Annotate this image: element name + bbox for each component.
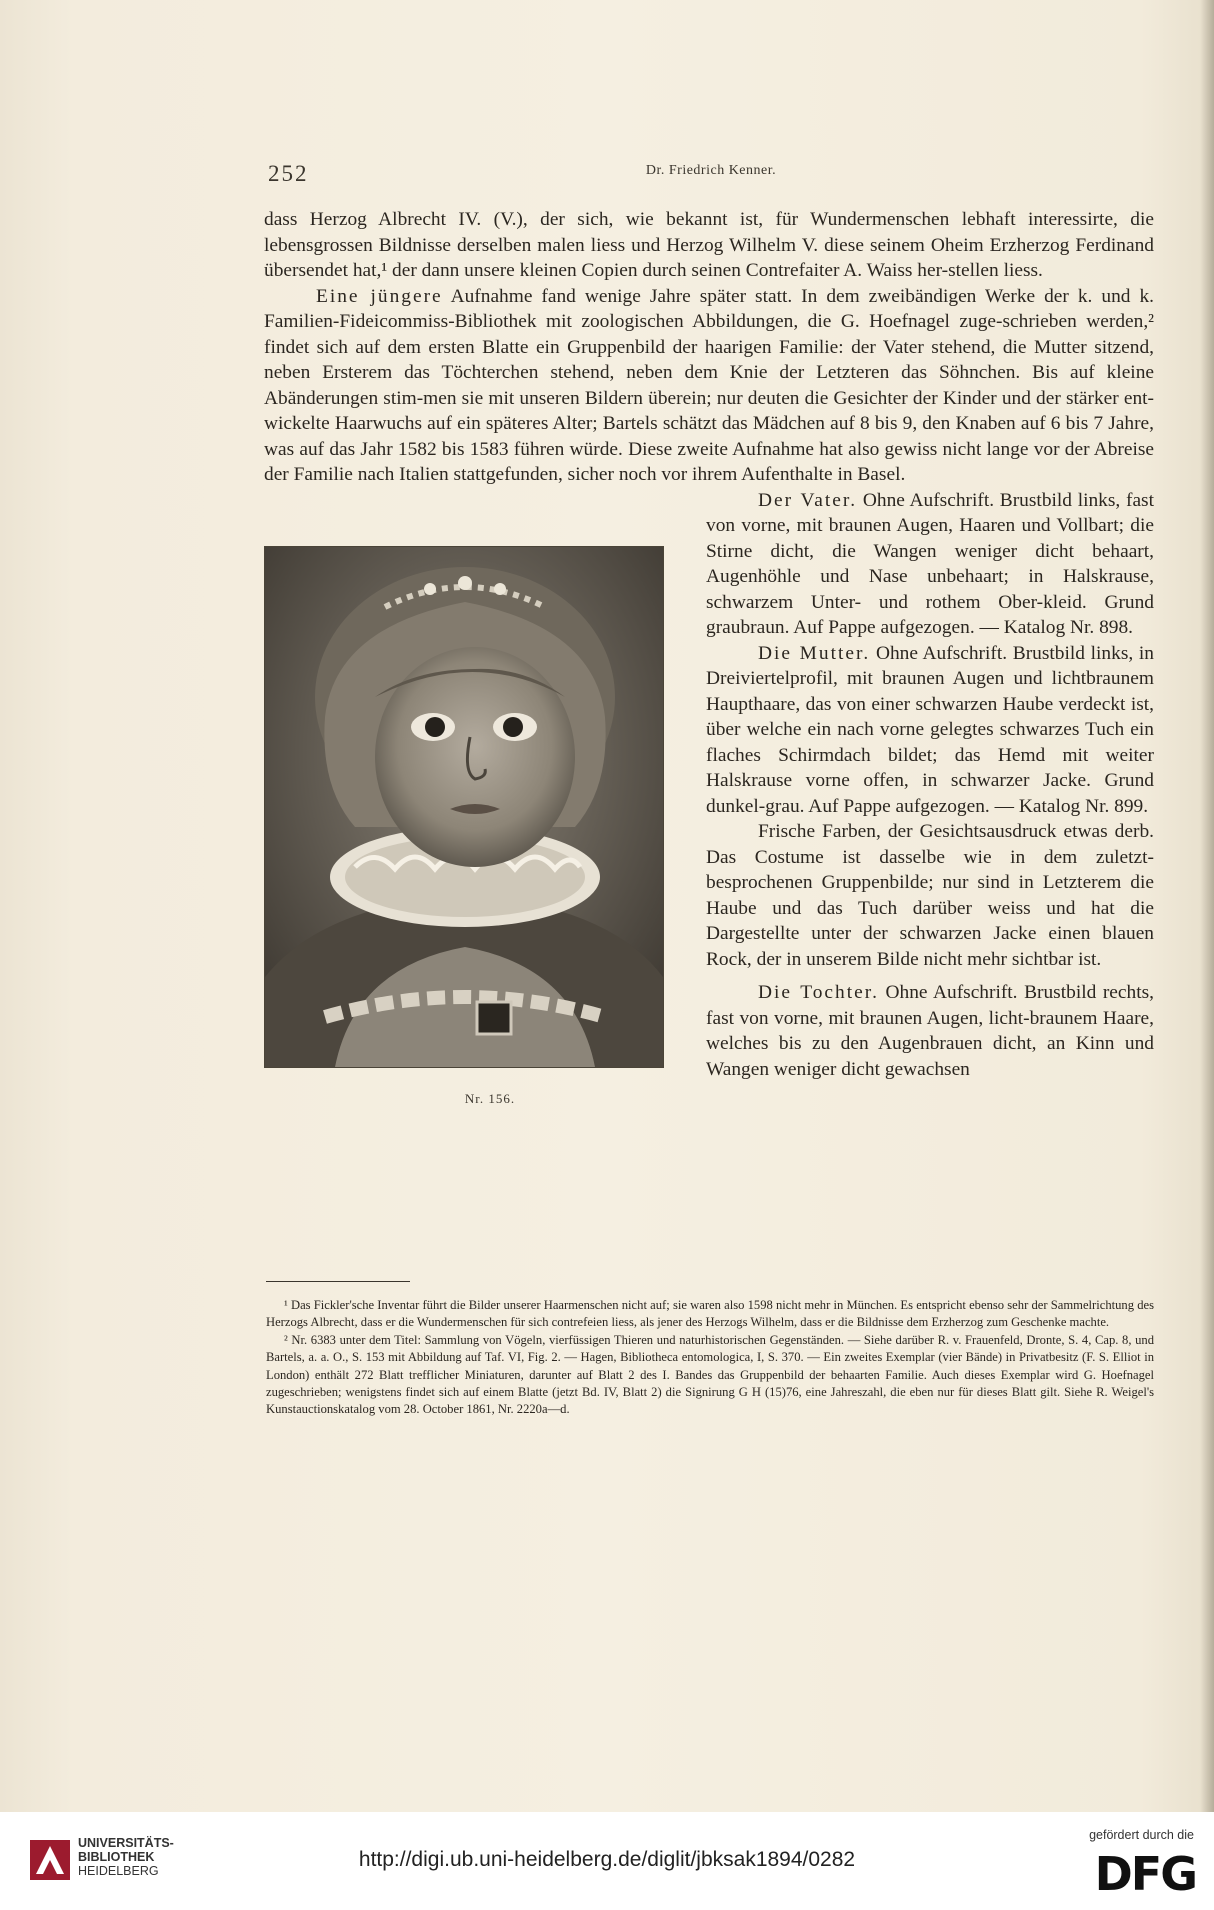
paragraph-1: dass Herzog Albrecht IV. (V.), der sich, wie bekannt ist, für Wundermenschen lebhaft interessirte, die lebensgrossen Bildnisse derselben malen liess und Herzog Wilhelm V. diese seinem Oheim Erzherzog Ferdinand übersendet hat,¹ der dann unsere kleinen Copien durch seinen Contrefaiter A. Waiss her-stellen liess. — [264, 209, 1154, 281]
library-name-line-1: UNIVERSITÄTS- — [78, 1836, 174, 1850]
body-text — [264, 207, 1154, 1124]
page-edge-shadow — [1200, 0, 1214, 1812]
portrait-illustration — [265, 547, 663, 1067]
paragraph-5: Frische Farben, der Gesichtsausdruck etwas derb. Das Costume ist dasselbe wie in dem zuletzt-besprochenen Gruppenbilde; nur sind in Letzterem die Haube und das Tuch darüber weiss und hat die Dargestellte unter der schwarzen Jacke einen blauen Rock, der in unserem Bilde nicht mehr sichtbar ist. — [706, 821, 1154, 970]
figure — [264, 546, 664, 1124]
page-number: 252 — [268, 161, 309, 186]
library-name-line-2: BIBLIOTHEK — [78, 1850, 155, 1864]
paragraph-2-text: Aufnahme fand wenige Jahre später statt. In dem zweibändigen Werke der k. und k. Familien-Fideicommiss-Bibliothek mit zoologischen Abbildungen, die G. Hoefnagel zuge-schrieben werden,² findet sich auf dem ersten Blatte ein Gruppenbild der haarigen Familie: der Vater stehend, die Mutter sitzend, neben Ersterem das Töchterchen stehend, neben dem Knie der Letzteren das Söhnchen. Bis auf kleine Abänderungen stim-men sie mit unseren Bildern überein; nur deuten die Gesichter der Kinder und der stärker ent-wickelte Haarwuchs auf ein späteres Alter; Bartels schätzt das Mädchen auf 8 bis 9, den Knaben auf 6 bis 7 Jahre, was auf das Jahr 1582 bis 1583 führen würde. Diese zweite Aufnahme hat also gewiss nicht lange vor der Abreise der Familie nach Italien stattgefunden, sicher noch vor ihrem Aufenthalte in Basel. — [264, 285, 1154, 485]
paragraph-2-lead: Eine jüngere — [316, 285, 443, 307]
page-header — [268, 161, 1154, 187]
permalink-url[interactable]: http://digi.ub.uni-heidelberg.de/diglit/jbksak1894/0282 — [358, 1848, 856, 1871]
footer-bar — [0, 1812, 1214, 1910]
figure-caption: Nr. 156. — [464, 1090, 516, 1106]
paragraph-2 — [264, 284, 1154, 488]
footnote-2: ² Nr. 6383 unter dem Titel: Sammlung von Vögeln, vierfüssigen Thieren und naturhistorischen Gegenständen. — Siehe darüber R. v. Frauenfeld, Dronte, S. 4, Cap. 8, und Bartels, a. a. O., S. 153 mit Abbildung auf Taf. VI, Fig. 2. — Hagen, Bibliotheca entomologica, I, S. 370. — Ein zweites Exemplar (vier Bände) in Privatbesitz (F. S. Elliot in London) enthält 272 Blatt trefflicher Miniaturen, darunter auf Blatt 2 des I. Bandes das Gruppenbild der behaarten Familie. Auch dieses Exemplar wird G. Hoefnagel zugeschrieben; wenigstens findet sich auf einem Blatte (jetzt Bd. IV, Blatt 2) die Signirung G H (15)76, eine Jahreszahl, die eben nur für dieses Blatt gilt. Siehe R. Weigel's Kunstauctionskatalog vom 28. October 1861, Nr. 2220a—d. — [266, 1332, 1154, 1417]
library-name-line-3: HEIDELBERG — [78, 1864, 159, 1878]
paragraph-6-text: Ohne Aufschrift. Brustbild rechts, fast von vorne, mit braunen Augen, licht-braunem Haare, welches bis zu den Augenbrauen dicht, an Kinn und Wangen weniger dicht gewachsen — [706, 982, 1154, 1080]
paragraph-4-lead: Die Mutter. — [758, 642, 871, 664]
paragraph-4-text: Ohne Aufschrift. Brustbild links, in Dreiviertelprofil, mit braunen Augen und lichtbraunem Haupthaare, das von einer schwarzen Haube verdeckt ist, über welche ein nach vorne gelegtes schwarzes Tuch ein flaches Schirmdach bildet; das Hemd mit weiter Halskrause vorne offen, in schwarzer Jacke. Grund dunkel-grau. Auf Pappe aufgezogen. — Katalog Nr. 899. — [706, 642, 1154, 817]
running-head: Dr. Friedrich Kenner. — [645, 163, 777, 178]
paragraph-3-lead: Der Vater. — [758, 489, 858, 511]
dfg-logo: DFG — [1094, 1847, 1196, 1901]
paragraph-3-text: Ohne Aufschrift. Brustbild links, fast von vorne, mit braunen Augen, Haaren und Vollbart; die Stirne dicht, die Wangen weniger dicht behaart, Augenhöhle und Nase unbehaart; in Halskrause, schwarzem Unter- und rothem Ober-kleid. Grund graubraun. Auf Pappe aufgezogen. — Katalog Nr. 898. — [706, 489, 1154, 638]
portrait-image — [264, 546, 664, 1068]
footnote-1: ¹ Das Fickler'sche Inventar führt die Bilder unserer Haarmenschen nicht auf; sie waren also 1598 nicht mehr in München. Es entspricht ebenso sehr der Sammelrichtung des Herzogs Albrecht, dass er die Wundermenschen für sich contrefeien liess, als jener des Herzogs Wilhelm, dass er die Bildnisse dem Erzherzog zum Geschenke machte. — [266, 1298, 1154, 1330]
funding-label: gefördert durch die — [1089, 1828, 1194, 1842]
paragraph-6-lead: Die Tochter. — [758, 982, 879, 1003]
footnote-rule — [266, 1281, 410, 1282]
footnotes — [266, 1297, 1154, 1419]
